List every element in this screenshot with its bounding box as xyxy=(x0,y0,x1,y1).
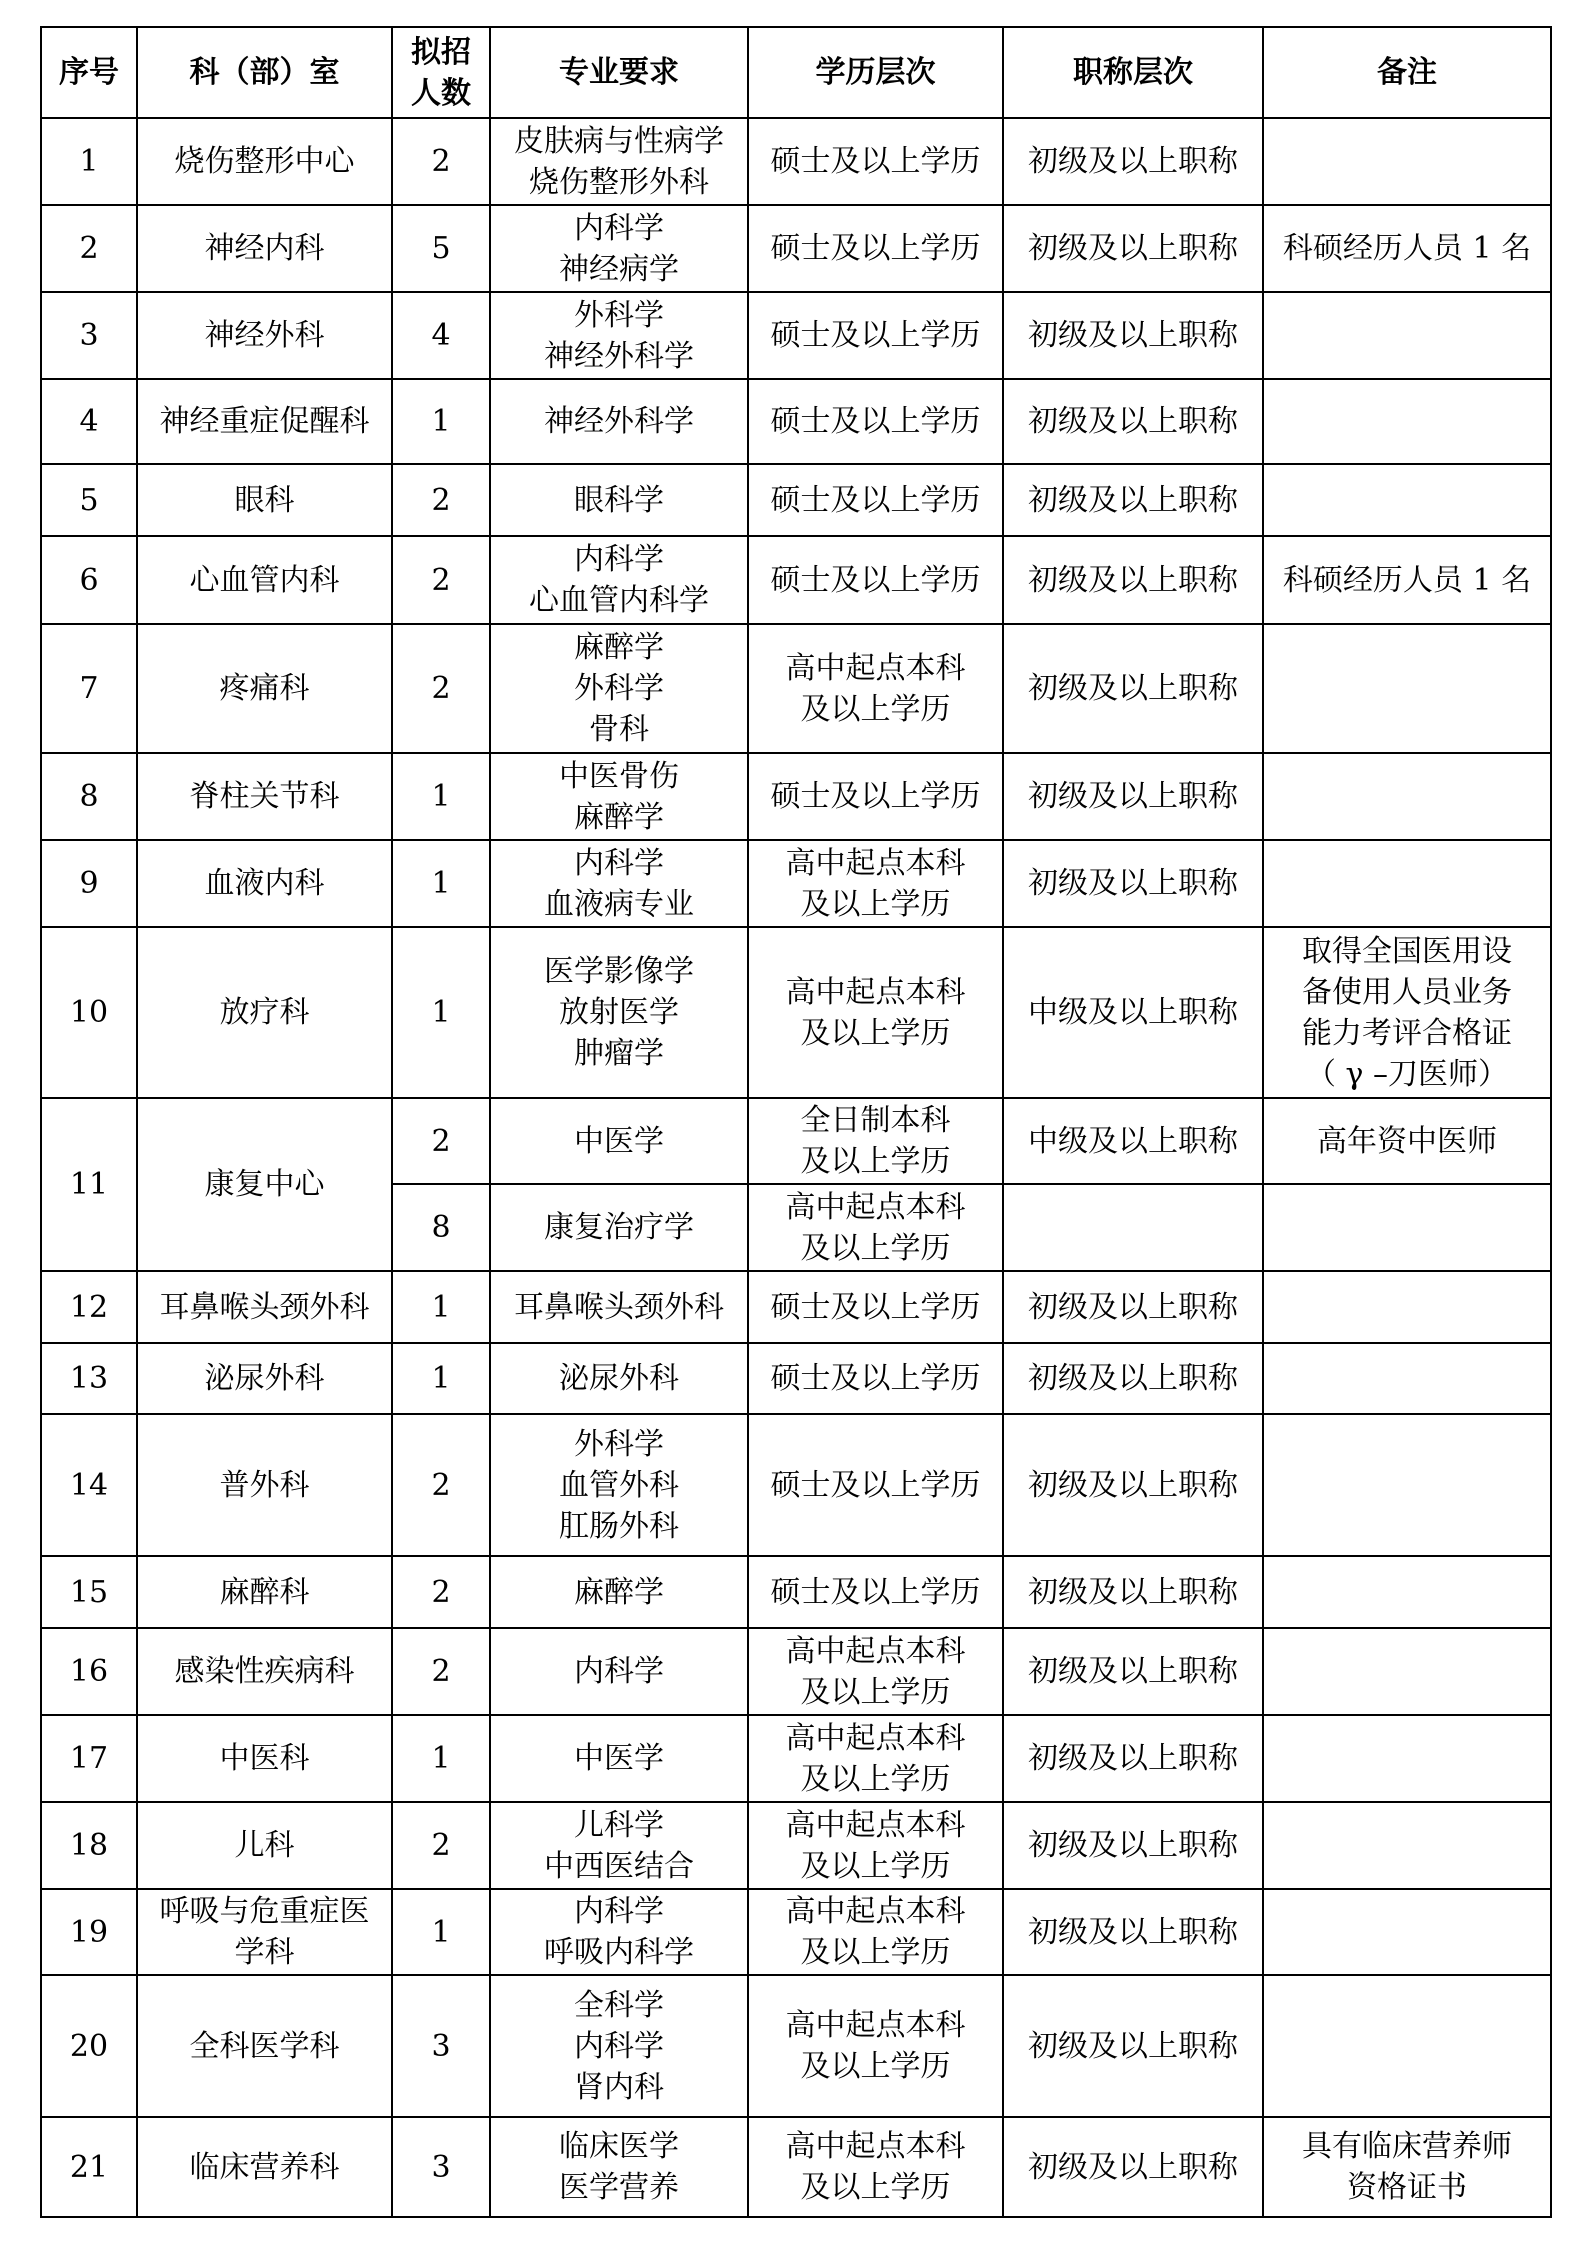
header-major: 专业要求 xyxy=(490,27,748,118)
cell-edu: 硕士及以上学历 xyxy=(748,536,1003,624)
cell-no: 3 xyxy=(41,292,137,379)
cell-no: 11 xyxy=(41,1098,137,1271)
cell-count: 3 xyxy=(392,2117,490,2217)
header-edu: 学历层次 xyxy=(748,27,1003,118)
cell-count: 1 xyxy=(392,753,490,840)
cell-count: 2 xyxy=(392,1414,490,1556)
cell-edu: 硕士及以上学历 xyxy=(748,464,1003,536)
cell-dept: 全科医学科 xyxy=(137,1975,392,2117)
cell-major: 耳鼻喉头颈外科 xyxy=(490,1271,748,1343)
cell-edu: 硕士及以上学历 xyxy=(748,118,1003,205)
cell-no: 1 xyxy=(41,118,137,205)
table-row xyxy=(41,1715,1551,1802)
cell-count: 1 xyxy=(392,1343,490,1414)
table-row xyxy=(41,118,1551,205)
header-dept: 科（部）室 xyxy=(137,27,392,118)
cell-no: 16 xyxy=(41,1628,137,1715)
header-no: 序号 xyxy=(41,27,137,118)
cell-title: 初级及以上职称 xyxy=(1003,753,1263,840)
cell-note xyxy=(1263,1184,1551,1271)
cell-dept: 神经内科 xyxy=(137,205,392,292)
cell-title: 初级及以上职称 xyxy=(1003,1889,1263,1975)
table-row xyxy=(41,624,1551,753)
cell-dept: 中医科 xyxy=(137,1715,392,1802)
cell-note: 科硕经历人员 1 名 xyxy=(1263,536,1551,624)
cell-note: 具有临床营养师 资格证书 xyxy=(1263,2117,1551,2217)
cell-dept: 临床营养科 xyxy=(137,2117,392,2217)
cell-dept: 疼痛科 xyxy=(137,624,392,753)
table-row xyxy=(41,1802,1551,1889)
cell-count: 2 xyxy=(392,1802,490,1889)
cell-count: 2 xyxy=(392,1556,490,1628)
cell-major: 麻醉学 xyxy=(490,1556,748,1628)
table-row xyxy=(41,2117,1551,2217)
cell-count: 4 xyxy=(392,292,490,379)
cell-no: 18 xyxy=(41,1802,137,1889)
cell-title: 中级及以上职称 xyxy=(1003,1098,1263,1184)
cell-note xyxy=(1263,753,1551,840)
cell-count: 2 xyxy=(392,118,490,205)
cell-edu: 硕士及以上学历 xyxy=(748,1414,1003,1556)
cell-note xyxy=(1263,1343,1551,1414)
cell-dept: 感染性疾病科 xyxy=(137,1628,392,1715)
cell-no: 7 xyxy=(41,624,137,753)
cell-no: 20 xyxy=(41,1975,137,2117)
cell-dept: 神经重症促醒科 xyxy=(137,379,392,464)
cell-edu: 高中起点本科 及以上学历 xyxy=(748,1184,1003,1271)
cell-major: 临床医学 医学营养 xyxy=(490,2117,748,2217)
cell-note: 科硕经历人员 1 名 xyxy=(1263,205,1551,292)
cell-major: 外科学 神经外科学 xyxy=(490,292,748,379)
table-row xyxy=(41,840,1551,927)
cell-title: 初级及以上职称 xyxy=(1003,840,1263,927)
cell-title: 初级及以上职称 xyxy=(1003,292,1263,379)
cell-note xyxy=(1263,1889,1551,1975)
cell-major: 内科学 呼吸内科学 xyxy=(490,1889,748,1975)
cell-edu: 高中起点本科 及以上学历 xyxy=(748,2117,1003,2217)
table-row xyxy=(41,1889,1551,1975)
cell-title: 初级及以上职称 xyxy=(1003,1802,1263,1889)
cell-title: 初级及以上职称 xyxy=(1003,536,1263,624)
cell-no: 9 xyxy=(41,840,137,927)
cell-edu: 硕士及以上学历 xyxy=(748,1271,1003,1343)
cell-count: 2 xyxy=(392,536,490,624)
cell-no: 15 xyxy=(41,1556,137,1628)
cell-major: 神经外科学 xyxy=(490,379,748,464)
cell-no: 14 xyxy=(41,1414,137,1556)
cell-dept: 眼科 xyxy=(137,464,392,536)
cell-title: 初级及以上职称 xyxy=(1003,1556,1263,1628)
cell-major: 中医学 xyxy=(490,1715,748,1802)
cell-edu: 高中起点本科 及以上学历 xyxy=(748,927,1003,1098)
cell-major: 内科学 神经病学 xyxy=(490,205,748,292)
cell-edu: 硕士及以上学历 xyxy=(748,1343,1003,1414)
cell-major: 麻醉学 外科学 骨科 xyxy=(490,624,748,753)
cell-edu: 全日制本科 及以上学历 xyxy=(748,1098,1003,1184)
cell-edu: 高中起点本科 及以上学历 xyxy=(748,624,1003,753)
cell-no: 12 xyxy=(41,1271,137,1343)
cell-dept: 血液内科 xyxy=(137,840,392,927)
cell-title: 初级及以上职称 xyxy=(1003,624,1263,753)
cell-edu: 硕士及以上学历 xyxy=(748,1556,1003,1628)
table-row xyxy=(41,292,1551,379)
header-note: 备注 xyxy=(1263,27,1551,118)
cell-dept: 放疗科 xyxy=(137,927,392,1098)
cell-count: 8 xyxy=(392,1184,490,1271)
cell-note: 高年资中医师 xyxy=(1263,1098,1551,1184)
document-page xyxy=(40,26,1550,2218)
cell-count: 5 xyxy=(392,205,490,292)
cell-dept: 神经外科 xyxy=(137,292,392,379)
cell-note xyxy=(1263,464,1551,536)
cell-no: 21 xyxy=(41,2117,137,2217)
table-row xyxy=(41,753,1551,840)
cell-title: 初级及以上职称 xyxy=(1003,118,1263,205)
cell-note xyxy=(1263,118,1551,205)
cell-edu: 高中起点本科 及以上学历 xyxy=(748,1802,1003,1889)
cell-edu: 硕士及以上学历 xyxy=(748,753,1003,840)
cell-edu: 高中起点本科 及以上学历 xyxy=(748,1715,1003,1802)
cell-title: 初级及以上职称 xyxy=(1003,1414,1263,1556)
cell-note xyxy=(1263,624,1551,753)
cell-major: 泌尿外科 xyxy=(490,1343,748,1414)
cell-edu: 高中起点本科 及以上学历 xyxy=(748,1975,1003,2117)
cell-dept: 脊柱关节科 xyxy=(137,753,392,840)
cell-note xyxy=(1263,379,1551,464)
cell-major: 内科学 心血管内科学 xyxy=(490,536,748,624)
table-row xyxy=(41,1343,1551,1414)
cell-major: 皮肤病与性病学 烧伤整形外科 xyxy=(490,118,748,205)
table-row xyxy=(41,205,1551,292)
cell-count: 3 xyxy=(392,1975,490,2117)
cell-count: 2 xyxy=(392,624,490,753)
cell-major: 全科学 内科学 肾内科 xyxy=(490,1975,748,2117)
cell-title: 初级及以上职称 xyxy=(1003,379,1263,464)
cell-dept: 呼吸与危重症医 学科 xyxy=(137,1889,392,1975)
cell-edu: 硕士及以上学历 xyxy=(748,292,1003,379)
cell-dept: 儿科 xyxy=(137,1802,392,1889)
cell-note xyxy=(1263,1556,1551,1628)
cell-title: 初级及以上职称 xyxy=(1003,464,1263,536)
cell-major: 康复治疗学 xyxy=(490,1184,748,1271)
cell-title: 初级及以上职称 xyxy=(1003,1975,1263,2117)
table-row xyxy=(41,379,1551,464)
header-row xyxy=(41,27,1551,118)
table-row xyxy=(41,1556,1551,1628)
cell-count: 1 xyxy=(392,1715,490,1802)
cell-no: 5 xyxy=(41,464,137,536)
cell-note: 取得全国医用设 备使用人员业务 能力考评合格证 （ γ –刀医师） xyxy=(1263,927,1551,1098)
cell-edu: 高中起点本科 及以上学历 xyxy=(748,1889,1003,1975)
cell-dept: 普外科 xyxy=(137,1414,392,1556)
cell-note xyxy=(1263,1975,1551,2117)
cell-count: 1 xyxy=(392,379,490,464)
cell-major: 外科学 血管外科 肛肠外科 xyxy=(490,1414,748,1556)
cell-dept: 麻醉科 xyxy=(137,1556,392,1628)
cell-note xyxy=(1263,1715,1551,1802)
cell-dept: 烧伤整形中心 xyxy=(137,118,392,205)
cell-note xyxy=(1263,1414,1551,1556)
cell-major: 医学影像学 放射医学 肿瘤学 xyxy=(490,927,748,1098)
cell-edu: 高中起点本科 及以上学历 xyxy=(748,1628,1003,1715)
cell-no: 17 xyxy=(41,1715,137,1802)
cell-count: 1 xyxy=(392,1889,490,1975)
cell-edu: 硕士及以上学历 xyxy=(748,205,1003,292)
cell-title: 初级及以上职称 xyxy=(1003,1271,1263,1343)
cell-no: 10 xyxy=(41,927,137,1098)
cell-note xyxy=(1263,1271,1551,1343)
cell-major: 内科学 xyxy=(490,1628,748,1715)
table-row xyxy=(41,536,1551,624)
recruitment-table xyxy=(40,26,1552,2218)
cell-dept: 心血管内科 xyxy=(137,536,392,624)
cell-title: 初级及以上职称 xyxy=(1003,1343,1263,1414)
table-row xyxy=(41,464,1551,536)
cell-dept: 泌尿外科 xyxy=(137,1343,392,1414)
cell-title: 中级及以上职称 xyxy=(1003,927,1263,1098)
cell-note xyxy=(1263,292,1551,379)
cell-title: 初级及以上职称 xyxy=(1003,1715,1263,1802)
cell-major: 眼科学 xyxy=(490,464,748,536)
cell-count: 1 xyxy=(392,927,490,1098)
table-row xyxy=(41,1414,1551,1556)
cell-title: 初级及以上职称 xyxy=(1003,2117,1263,2217)
cell-count: 1 xyxy=(392,840,490,927)
header-count: 拟招 人数 xyxy=(392,27,490,118)
cell-count: 2 xyxy=(392,1098,490,1184)
cell-major: 中医学 xyxy=(490,1098,748,1184)
cell-note xyxy=(1263,1628,1551,1715)
table-row xyxy=(41,1098,1551,1184)
cell-dept: 康复中心 xyxy=(137,1098,392,1271)
cell-major: 中医骨伤 麻醉学 xyxy=(490,753,748,840)
cell-title: 初级及以上职称 xyxy=(1003,1628,1263,1715)
cell-no: 8 xyxy=(41,753,137,840)
cell-note xyxy=(1263,840,1551,927)
table-row xyxy=(41,1271,1551,1343)
cell-title: 初级及以上职称 xyxy=(1003,205,1263,292)
cell-count: 2 xyxy=(392,464,490,536)
cell-title xyxy=(1003,1184,1263,1271)
cell-major: 内科学 血液病专业 xyxy=(490,840,748,927)
cell-edu: 高中起点本科 及以上学历 xyxy=(748,840,1003,927)
cell-edu: 硕士及以上学历 xyxy=(748,379,1003,464)
cell-no: 19 xyxy=(41,1889,137,1975)
cell-count: 2 xyxy=(392,1628,490,1715)
cell-dept: 耳鼻喉头颈外科 xyxy=(137,1271,392,1343)
cell-no: 13 xyxy=(41,1343,137,1414)
table-row xyxy=(41,1975,1551,2117)
cell-count: 1 xyxy=(392,1271,490,1343)
cell-no: 2 xyxy=(41,205,137,292)
table-row xyxy=(41,1628,1551,1715)
table-row xyxy=(41,927,1551,1098)
cell-major: 儿科学 中西医结合 xyxy=(490,1802,748,1889)
cell-no: 6 xyxy=(41,536,137,624)
header-title: 职称层次 xyxy=(1003,27,1263,118)
cell-note xyxy=(1263,1802,1551,1889)
cell-no: 4 xyxy=(41,379,137,464)
